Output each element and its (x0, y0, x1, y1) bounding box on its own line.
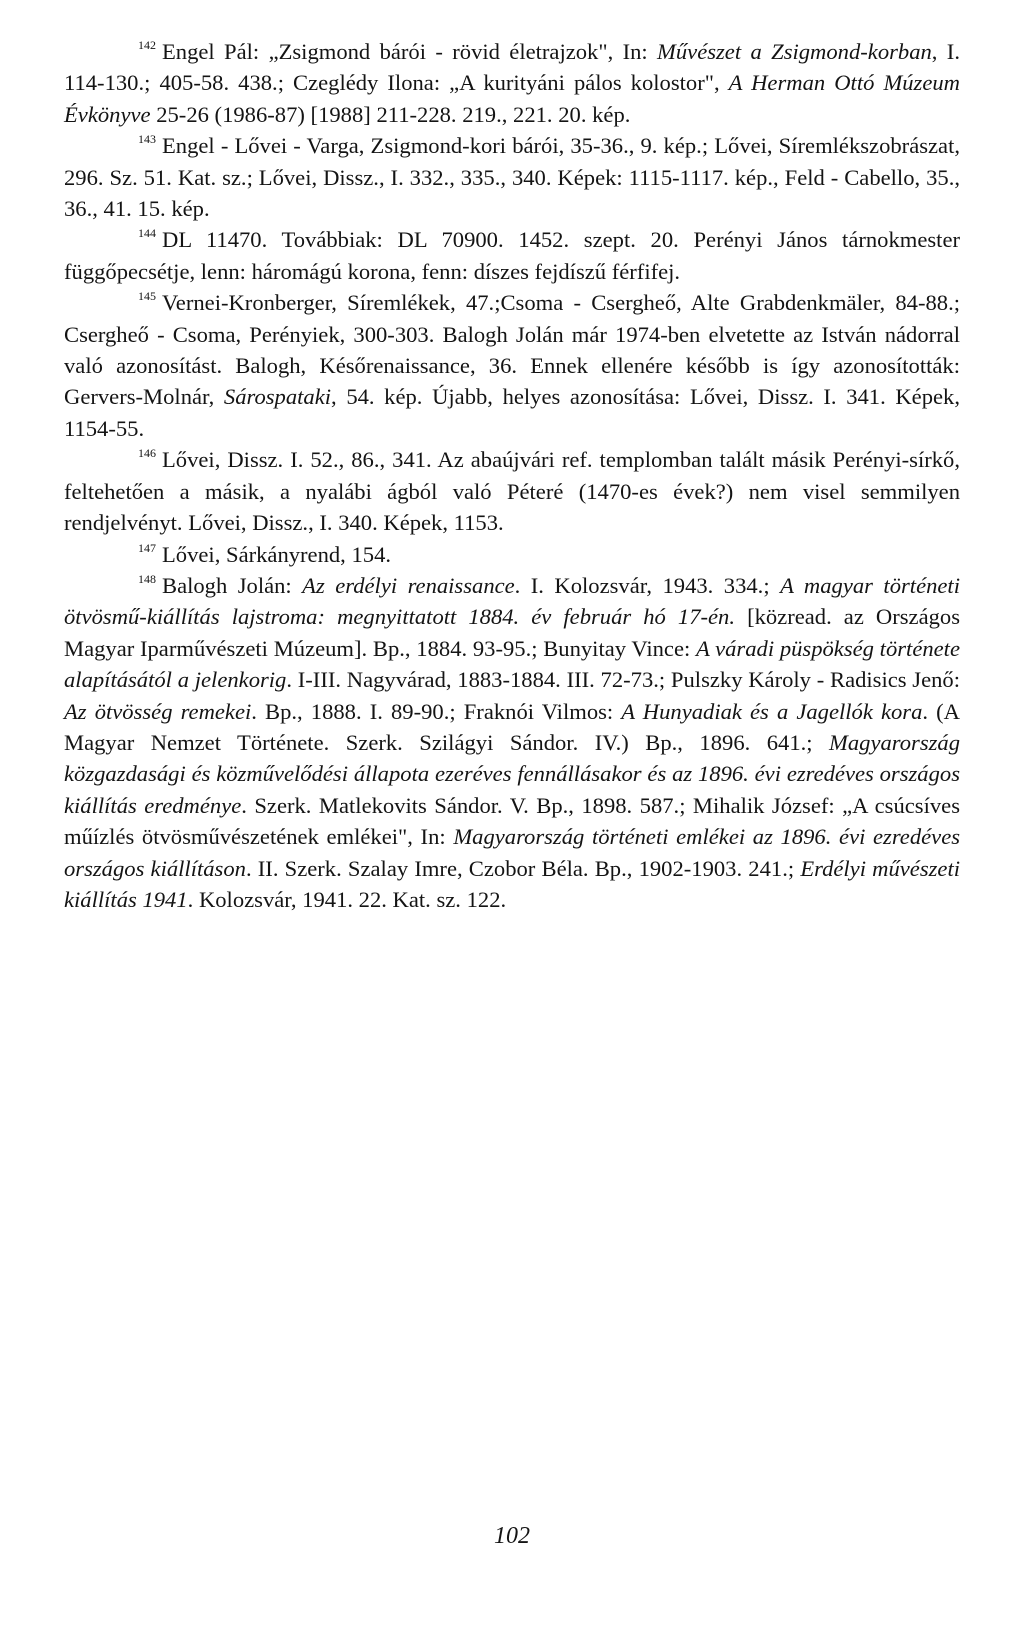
footnote-144 (64, 224, 960, 287)
footnote-number: 146 (138, 446, 156, 461)
italic-title: A Hunyadiak és a Jagellók kora (621, 698, 923, 724)
footnote-text: . (A Magyar Nemzet Története. Szerk. Szilágyi Sándor. IV.) Bp., 1896. 641.; (64, 698, 960, 755)
footnote-text: . II. Szerk. Szalay Imre, Czobor Béla. Bp., 1902-1903. 241.; (245, 855, 801, 881)
footnotes-block (64, 36, 960, 915)
italic-title: Magyarország közgazdasági és közművelődési állapota ezeréves fennállásakor és az 1896. évi ezredéves országos kiállítás eredménye (64, 729, 960, 818)
footnote-text: . Kolozsvár, 1941. 22. Kat. sz. 122. (187, 886, 507, 912)
footnote-text: Engel Pál: „Zsigmond bárói - rövid életrajzok", In: (162, 39, 658, 64)
footnote-text: Lővei, Dissz. I. 52., 86., 341. Az abaújvári ref. templomban talált másik Perényi-sírkő, feltehetően a másik, a nyalábi ágból való Péteré (1470-es évek?) nem visel semmilyen rendjelvényt. Lővei, Dissz., I. 340. Képek, 1153. (64, 447, 960, 536)
italic-title: A váradi püspökség története alapításától a jelenkorig (64, 635, 960, 693)
footnote-text: , I. 114-130.; 405-58. 438.; Czeglédy Ilona: „A kurityáni pálos kolostor", (64, 39, 960, 96)
italic-title: Magyarország történeti emlékei az 1896. évi ezredéves országos kiállításon (64, 824, 961, 881)
footnote-148 (64, 570, 960, 915)
italic-title: Művészet a Zsigmond-korban (657, 39, 932, 64)
footnote-text: DL 11470. Továbbiak: DL 70900. 1452. szept. 20. Perényi János tárnokmester függőpecsétje, lenn: háromágú korona, fenn: díszes fejdíszű férfifej. (64, 227, 960, 284)
footnote-number: 144 (138, 226, 156, 241)
page-number: 102 (494, 1523, 530, 1549)
footnote-142 (64, 36, 960, 130)
footnote-text: 25-26 (1986-87) [1988] 211-228. 219., 221. 20. kép. (150, 101, 631, 127)
footnote-text: . Bp., 1888. I. 89-90.; Fraknói Vilmos: (251, 698, 622, 724)
footnote-text: Lővei, Sárkányrend, 154. (162, 541, 392, 567)
footnote-147 (64, 539, 960, 570)
italic-title: Sárospataki (223, 384, 332, 410)
footnote-number: 147 (138, 540, 156, 555)
footnote-number: 143 (138, 132, 156, 147)
footnote-text: Balogh Jolán: (162, 572, 303, 598)
footnote-number: 142 (138, 38, 156, 52)
footnote-text: [közread. az Országos Magyar Iparművészeti Múzeum]. Bp., 1884. 93-95.; Bunyitay Vince: (64, 604, 961, 661)
footnote-143 (64, 130, 960, 224)
footnote-text: . I-III. Nagyvárad, 1883-1884. III. 72-73.; Pulszky Károly - Radisics Jenő: (286, 667, 961, 693)
italic-title: A Herman Ottó Múzeum Évkönyve (64, 70, 960, 127)
footnote-text: , 54. kép. Újabb, helyes azonosítása: Lővei, Dissz. I. 341. Képek, 1154-55. (64, 384, 960, 441)
footnote-text: . Szerk. Matlekovits Sándor. V. Bp., 1898. 587.; Mihalik József: „A csúcsíves műízlés ötvösművészetének emlékei", In: (64, 792, 960, 850)
italic-title: A magyar történeti ötvösmű-kiállítás lajstroma: megnyittatott 1884. év február hó 17-én. (64, 572, 960, 630)
footnote-text: . I. Kolozsvár, 1943. 334.; (514, 572, 781, 598)
italic-title: Az ötvösség remekei (64, 698, 252, 724)
footnote-text: Engel - Lővei - Varga, Zsigmond-kori bárói, 35-36., 9. kép.; Lővei, Síremlékszobrászat, 296. Sz. 51. Kat. sz.; Lővei, Dissz., I. 332., 335., 340. Képek: 1115-1117. kép., Feld - Cabello, 35., 36., 41. 15. kép. (64, 133, 960, 222)
footnote-number: 148 (138, 571, 156, 586)
italic-title: Az erdélyi renaissance (302, 572, 515, 598)
footnote-text: Vernei-Kronberger, Síremlékek, 47.;Csoma - Csergheő, Alte Grabdenkmäler, 84-88.; Csergheő - Csoma, Perényiek, 300-303. Balogh Jolán már 1974-ben elvetette az István nádorral való azonosítást. Balogh, Későrenaissance, 36. Ennek ellenére később is így azonosították: Gervers-Molnár, (64, 290, 960, 410)
footnote-146 (64, 444, 960, 538)
italic-title: Erdélyi művészeti kiállítás 1941 (64, 855, 960, 912)
footnote-number: 145 (138, 289, 156, 304)
footnote-145 (64, 287, 960, 444)
